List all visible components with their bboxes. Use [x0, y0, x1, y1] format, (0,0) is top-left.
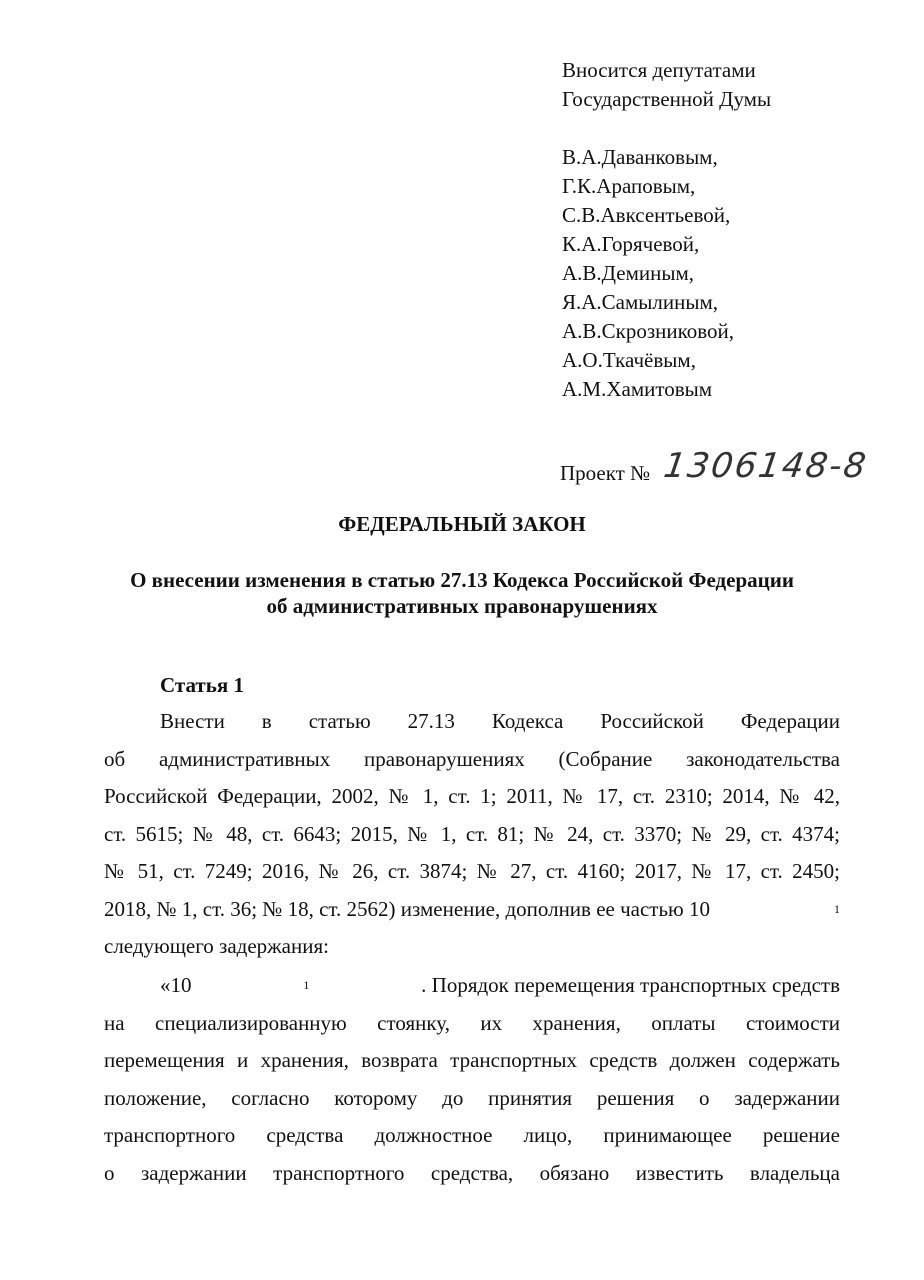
paragraph-line: положение, согласно которому до принятия решения о задержании	[104, 1085, 840, 1110]
paragraph-line-text: . Порядок перемещения транспортных средств	[421, 973, 840, 997]
deputies-list	[562, 143, 771, 404]
deputy-name: А.В.Скрозниковой,	[562, 319, 735, 343]
paragraph-line: Внести в статью 27.13 Кодекса Российской Федерации	[160, 709, 840, 733]
submitted-by-line1: Вносится депутатами	[562, 58, 756, 82]
deputy-name: Г.К.Араповым,	[562, 174, 696, 198]
paragraph-line-text: 2018, № 1, ст. 36; № 18, ст. 2562) изменение, дополнив ее частью 10	[104, 896, 710, 921]
article-heading: Статья 1	[160, 673, 244, 697]
deputy-name: С.В.Авксентьевой,	[562, 203, 731, 227]
project-label: Проект №	[560, 461, 651, 485]
paragraph-line: о задержании транспортного средства, обязано известить владельца	[104, 1160, 840, 1185]
submitters-block	[562, 56, 771, 404]
deputy-name: А.М.Хамитовым	[562, 377, 713, 401]
paragraph-line: № 51, ст. 7249; 2016, № 26, ст. 3874; № 27, ст. 4160; 2017, № 17, ст. 2450;	[104, 859, 840, 883]
deputy-name: В.А.Даванковым,	[562, 145, 718, 169]
article-paragraph-2	[104, 967, 840, 1192]
superscript: 1	[834, 901, 840, 916]
law-title-line2: об административных правонарушениях	[266, 594, 658, 618]
deputy-name: А.В.Деминым,	[562, 261, 694, 285]
handwritten-project-number: 1306148-8	[661, 446, 871, 486]
project-number-line	[560, 446, 871, 486]
deputy-name: А.О.Ткачёвым,	[562, 348, 696, 372]
superscript: 1	[303, 978, 310, 992]
paragraph-first-line	[104, 967, 840, 1005]
law-title	[0, 567, 924, 619]
submitted-by-line2: Государственной Думы	[562, 87, 772, 111]
article-paragraph-1	[104, 703, 840, 966]
deputy-name: Я.А.Самылиным,	[562, 290, 719, 314]
paragraph-line-with-sup	[104, 891, 840, 929]
paragraph-line: ст. 5615; № 48, ст. 6643; 2015, № 1, ст. 81; № 24, ст. 3370; № 29, ст. 4374;	[104, 821, 840, 846]
paragraph-line: следующего задержания:	[104, 934, 329, 958]
paragraph-line: об административных правонарушениях (Собрание законодательства	[104, 746, 840, 771]
paragraph-line: перемещения и хранения, возврата транспортных средств должен содержать	[104, 1048, 840, 1072]
paragraph-line: транспортного средства должностное лицо, принимающее решение	[104, 1123, 840, 1147]
law-type-heading: ФЕДЕРАЛЬНЫЙ ЗАКОН	[338, 512, 586, 536]
deputy-name: К.А.Горячевой,	[562, 232, 700, 256]
paragraph-line: Российской Федерации, 2002, № 1, ст. 1; 2011, № 17, ст. 2310; 2014, № 42,	[104, 784, 840, 808]
part-number-prefix: «10	[160, 973, 192, 997]
paragraph-line: на специализированную стоянку, их хранения, оплаты стоимости	[104, 1010, 840, 1035]
law-title-line1: О внесении изменения в статью 27.13 Кодекса Российской Федерации	[130, 568, 794, 592]
